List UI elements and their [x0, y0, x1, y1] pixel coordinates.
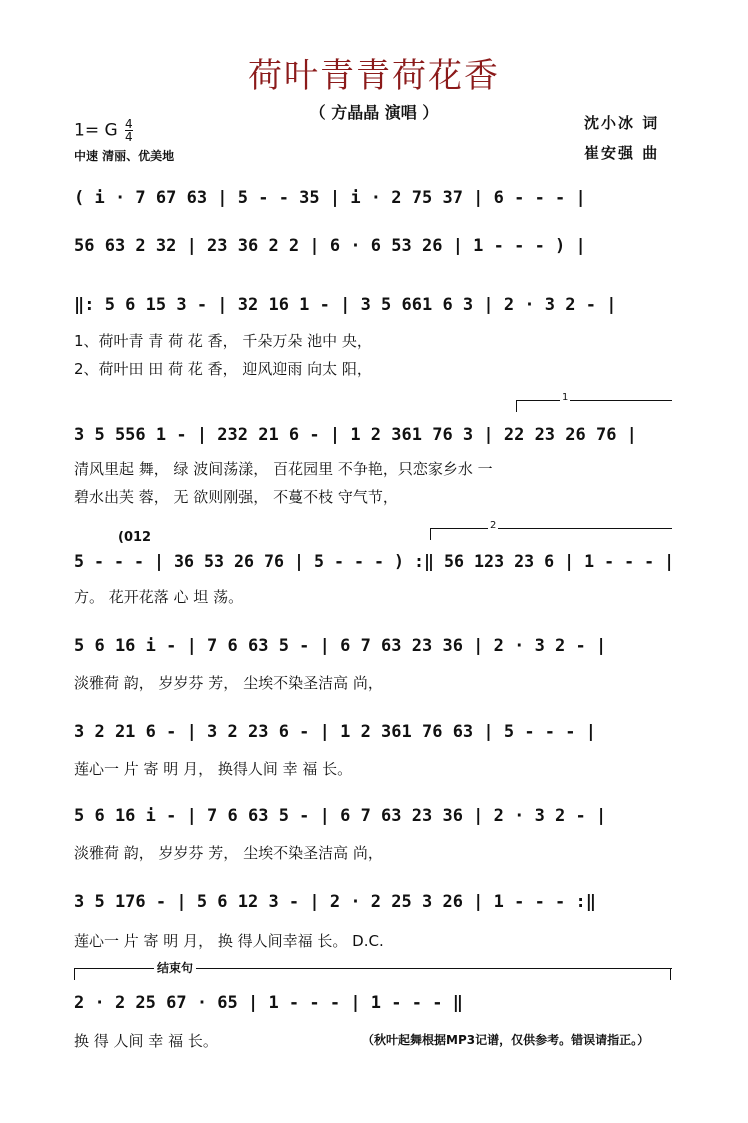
- pickup-notes: (012: [118, 530, 152, 545]
- ending-phrase-label: 结束句: [154, 959, 196, 976]
- composer-credit: 崔安强 曲: [584, 144, 660, 162]
- music-row-3: ‖: 5 6 15 3 - | 32 16 1 - | 3 5 661 6 3 | 2 · 3 2 - |: [74, 295, 617, 315]
- performer-line: （ 方晶晶 演唱 ）: [309, 103, 439, 122]
- second-ending-bracket: [430, 528, 672, 529]
- music-row-2: 56 63 2 32 | 23 36 2 2 | 6 · 6 53 26 | 1 - - - ) |: [74, 236, 586, 256]
- music-row-8: 5 6 16 i - | 7 6 63 5 - | 6 7 63 23 36 | 2 · 3 2 - |: [74, 806, 607, 826]
- music-row-7: 3 2 21 6 - | 3 2 23 6 - | 1 2 361 76 63 | 5 - - - |: [74, 722, 596, 742]
- music-row-1: ( i · 7 67 63 | 5 - - 35 | i · 2 75 37 | 6 - - - |: [74, 188, 586, 208]
- time-bottom: 4: [125, 130, 133, 144]
- lyric-row-3-verse-2: 2、荷叶田 田 荷 花 香， 迎风迎雨 向太 阳，: [74, 360, 372, 378]
- second-ending-tick: [430, 528, 431, 540]
- ending-phrase-tick-right: [670, 968, 671, 980]
- lyric-row-9: 莲心一 片 寄 明 月， 换 得人间幸福 长。 D.C.: [74, 932, 384, 950]
- key-text: 1= G: [74, 120, 118, 141]
- second-ending-label: 2: [490, 520, 497, 531]
- lyric-row-7: 莲心一 片 寄 明 月， 换得人间 幸 福 长。: [74, 760, 353, 778]
- lyric-row-5: 方。 花开花落 心 坦 荡。: [74, 588, 244, 606]
- lyric-row-6: 淡雅荷 韵， 岁岁芬 芳， 尘埃不染圣洁高 尚，: [74, 674, 383, 692]
- time-signature: [125, 118, 133, 143]
- lyric-row-3-verse-1: 1、荷叶青 青 荷 花 香， 千朵万朵 池中 央，: [74, 332, 372, 350]
- music-row-6: 5 6 16 i - | 7 6 63 5 - | 6 7 63 23 36 | 2 · 3 2 - |: [74, 636, 607, 656]
- transcription-note: （秋叶起舞根据MP3记谱，仅供参考。错误请指正。）: [362, 1033, 650, 1047]
- first-ending-tick: [516, 400, 517, 412]
- ending-phrase-tick-left: [74, 968, 75, 980]
- first-ending-label: 1: [562, 392, 569, 403]
- music-row-9: 3 5 176 - | 5 6 12 3 - | 2 · 2 25 3 26 | 1 - - - :‖: [74, 892, 596, 912]
- tempo-marking: 中速 清丽、优美地: [74, 149, 175, 163]
- lyric-row-4-verse-1: 清风里起 舞， 绿 波间荡漾， 百花园里 不争艳，只恋家乡水 一: [74, 460, 493, 478]
- music-row-4: 3 5 556 1 - | 232 21 6 - | 1 2 361 76 3 | 22 23 26 76 |: [74, 425, 637, 445]
- music-row-10: 2 · 2 25 67 · 65 | 1 - - - | 1 - - - ‖: [74, 993, 463, 1013]
- music-row-5: 5 - - - | 36 53 26 76 | 5 - - - ) :‖ 56 123 23 6 | 1 - - - |: [74, 552, 675, 572]
- key-signature: [74, 118, 133, 143]
- time-top: 4: [125, 117, 133, 131]
- lyric-row-10: 换 得 人间 幸 福 长。: [74, 1032, 218, 1050]
- lyric-row-4-verse-2: 碧水出芙 蓉， 无 欲则刚强， 不蔓不枝 守气节，: [74, 488, 398, 506]
- lyricist-credit: 沈小冰 词: [584, 114, 660, 132]
- lyric-row-8: 淡雅荷 韵， 岁岁芬 芳， 尘埃不染圣洁高 尚，: [74, 844, 383, 862]
- page-title: 荷叶青青荷花香: [248, 56, 500, 96]
- first-ending-bracket: [516, 400, 672, 401]
